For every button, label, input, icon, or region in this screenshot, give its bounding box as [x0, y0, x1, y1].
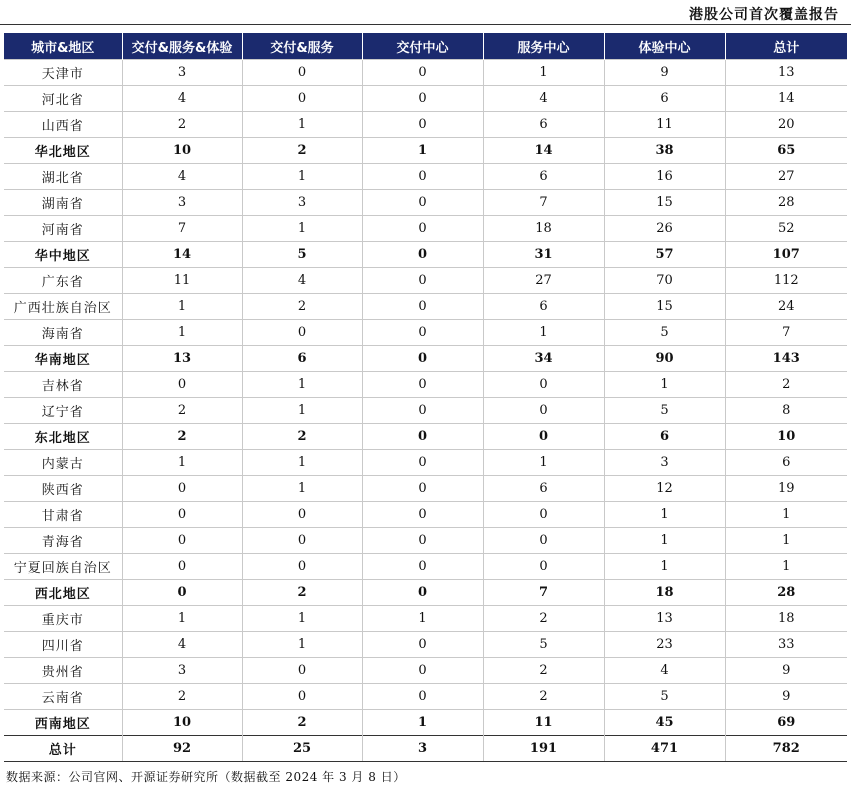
table-row	[4, 86, 847, 112]
value-cell: 13	[122, 346, 242, 372]
value-cell: 6	[242, 346, 362, 372]
grand-total-row	[4, 736, 847, 762]
value-cell: 0	[362, 424, 483, 450]
area-name-cell: 华中地区	[4, 242, 122, 268]
value-cell: 0	[122, 554, 242, 580]
value-cell: 0	[362, 476, 483, 502]
value-cell: 6	[604, 86, 725, 112]
value-cell: 13	[604, 606, 725, 632]
area-name-cell: 内蒙古	[4, 450, 122, 476]
value-cell: 1	[242, 112, 362, 138]
value-cell: 38	[604, 138, 725, 164]
value-cell: 0	[362, 372, 483, 398]
table-row	[4, 476, 847, 502]
value-cell: 3	[122, 658, 242, 684]
area-name-cell: 四川省	[4, 632, 122, 658]
value-cell: 15	[604, 294, 725, 320]
area-name-cell: 辽宁省	[4, 398, 122, 424]
report-header	[0, 0, 851, 25]
value-cell: 3	[122, 190, 242, 216]
value-cell: 0	[362, 164, 483, 190]
value-cell: 26	[604, 216, 725, 242]
value-cell: 33	[725, 632, 847, 658]
value-cell: 2	[242, 580, 362, 606]
value-cell: 0	[483, 554, 604, 580]
value-cell: 2	[122, 424, 242, 450]
table-row	[4, 216, 847, 242]
value-cell: 1	[122, 294, 242, 320]
value-cell: 2	[242, 710, 362, 736]
value-cell: 9	[725, 658, 847, 684]
value-cell: 0	[242, 86, 362, 112]
value-cell: 31	[483, 242, 604, 268]
region-subtotal-row	[4, 424, 847, 450]
value-cell: 0	[242, 320, 362, 346]
value-cell: 27	[483, 268, 604, 294]
area-name-cell: 华北地区	[4, 138, 122, 164]
value-cell: 3	[242, 190, 362, 216]
region-subtotal-row	[4, 710, 847, 736]
table-row	[4, 60, 847, 86]
value-cell: 107	[725, 242, 847, 268]
value-cell: 10	[725, 424, 847, 450]
value-cell: 0	[362, 268, 483, 294]
value-cell: 782	[725, 736, 847, 762]
value-cell: 471	[604, 736, 725, 762]
value-cell: 25	[242, 736, 362, 762]
value-cell: 0	[242, 658, 362, 684]
data-source-note: 数据来源：公司官网、开源证券研究所（数据截至 2024 年 3 月 8 日）	[6, 770, 406, 784]
value-cell: 3	[604, 450, 725, 476]
value-cell: 12	[604, 476, 725, 502]
value-cell: 0	[362, 346, 483, 372]
area-name-cell: 广东省	[4, 268, 122, 294]
value-cell: 0	[362, 580, 483, 606]
value-cell: 0	[122, 528, 242, 554]
region-subtotal-row	[4, 346, 847, 372]
table-row	[4, 164, 847, 190]
value-cell: 2	[725, 372, 847, 398]
value-cell: 6	[483, 294, 604, 320]
value-cell: 0	[362, 320, 483, 346]
value-cell: 2	[122, 398, 242, 424]
value-cell: 1	[122, 320, 242, 346]
value-cell: 6	[483, 112, 604, 138]
value-cell: 5	[604, 320, 725, 346]
value-cell: 0	[242, 684, 362, 710]
table-row	[4, 528, 847, 554]
value-cell: 0	[362, 502, 483, 528]
value-cell: 1	[242, 164, 362, 190]
value-cell: 92	[122, 736, 242, 762]
value-cell: 1	[483, 60, 604, 86]
area-name-cell: 青海省	[4, 528, 122, 554]
table-row	[4, 554, 847, 580]
value-cell: 11	[604, 112, 725, 138]
area-name-cell: 湖北省	[4, 164, 122, 190]
value-cell: 1	[725, 554, 847, 580]
value-cell: 24	[725, 294, 847, 320]
value-cell: 11	[483, 710, 604, 736]
value-cell: 5	[242, 242, 362, 268]
value-cell: 8	[725, 398, 847, 424]
value-cell: 1	[242, 632, 362, 658]
value-cell: 2	[242, 424, 362, 450]
value-cell: 18	[604, 580, 725, 606]
area-name-cell: 河北省	[4, 86, 122, 112]
table-header-row	[4, 33, 847, 60]
value-cell: 2	[122, 684, 242, 710]
value-cell: 4	[242, 268, 362, 294]
area-name-cell: 湖南省	[4, 190, 122, 216]
value-cell: 0	[483, 502, 604, 528]
value-cell: 1	[483, 450, 604, 476]
table-body	[4, 60, 847, 762]
column-header: 交付&服务	[242, 33, 362, 60]
area-name-cell: 宁夏回族自治区	[4, 554, 122, 580]
value-cell: 13	[725, 60, 847, 86]
table-row	[4, 268, 847, 294]
value-cell: 4	[483, 86, 604, 112]
column-header: 服务中心	[483, 33, 604, 60]
value-cell: 191	[483, 736, 604, 762]
area-name-cell: 甘肃省	[4, 502, 122, 528]
value-cell: 0	[362, 294, 483, 320]
report-title: 港股公司首次覆盖报告	[689, 7, 839, 23]
value-cell: 5	[483, 632, 604, 658]
value-cell: 14	[122, 242, 242, 268]
value-cell: 4	[122, 86, 242, 112]
area-name-cell: 海南省	[4, 320, 122, 346]
value-cell: 1	[122, 450, 242, 476]
value-cell: 27	[725, 164, 847, 190]
value-cell: 7	[122, 216, 242, 242]
value-cell: 2	[483, 684, 604, 710]
value-cell: 0	[362, 450, 483, 476]
value-cell: 1	[483, 320, 604, 346]
area-name-cell: 华南地区	[4, 346, 122, 372]
value-cell: 52	[725, 216, 847, 242]
value-cell: 0	[242, 528, 362, 554]
value-cell: 6	[604, 424, 725, 450]
value-cell: 70	[604, 268, 725, 294]
column-header: 交付&服务&体验	[122, 33, 242, 60]
area-name-cell: 吉林省	[4, 372, 122, 398]
area-name-cell: 广西壮族自治区	[4, 294, 122, 320]
value-cell: 2	[242, 138, 362, 164]
value-cell: 18	[725, 606, 847, 632]
value-cell: 2	[242, 294, 362, 320]
region-subtotal-row	[4, 242, 847, 268]
value-cell: 0	[362, 398, 483, 424]
value-cell: 0	[122, 476, 242, 502]
table-row	[4, 294, 847, 320]
value-cell: 0	[483, 424, 604, 450]
value-cell: 28	[725, 190, 847, 216]
value-cell: 0	[242, 60, 362, 86]
value-cell: 10	[122, 710, 242, 736]
value-cell: 0	[362, 242, 483, 268]
table-row	[4, 450, 847, 476]
value-cell: 0	[362, 190, 483, 216]
value-cell: 0	[483, 372, 604, 398]
value-cell: 0	[122, 502, 242, 528]
column-header: 体验中心	[604, 33, 725, 60]
area-name-cell: 云南省	[4, 684, 122, 710]
table-row	[4, 684, 847, 710]
value-cell: 15	[604, 190, 725, 216]
value-cell: 10	[122, 138, 242, 164]
value-cell: 0	[483, 528, 604, 554]
value-cell: 18	[483, 216, 604, 242]
value-cell: 112	[725, 268, 847, 294]
coverage-table	[4, 33, 847, 762]
table-row	[4, 372, 847, 398]
value-cell: 1	[362, 138, 483, 164]
value-cell: 1	[242, 606, 362, 632]
value-cell: 0	[242, 554, 362, 580]
value-cell: 3	[122, 60, 242, 86]
table-row	[4, 320, 847, 346]
value-cell: 14	[725, 86, 847, 112]
value-cell: 69	[725, 710, 847, 736]
area-name-cell: 贵州省	[4, 658, 122, 684]
value-cell: 0	[122, 372, 242, 398]
value-cell: 7	[483, 580, 604, 606]
table-row	[4, 112, 847, 138]
value-cell: 65	[725, 138, 847, 164]
value-cell: 0	[362, 684, 483, 710]
value-cell: 0	[362, 216, 483, 242]
table-row	[4, 502, 847, 528]
area-name-cell: 天津市	[4, 60, 122, 86]
value-cell: 5	[604, 684, 725, 710]
region-subtotal-row	[4, 138, 847, 164]
value-cell: 1	[362, 606, 483, 632]
area-name-cell: 陕西省	[4, 476, 122, 502]
value-cell: 3	[362, 736, 483, 762]
value-cell: 2	[483, 658, 604, 684]
value-cell: 0	[362, 632, 483, 658]
value-cell: 6	[483, 476, 604, 502]
value-cell: 1	[604, 554, 725, 580]
value-cell: 1	[242, 372, 362, 398]
area-name-cell: 西北地区	[4, 580, 122, 606]
region-subtotal-row	[4, 580, 847, 606]
value-cell: 1	[725, 502, 847, 528]
value-cell: 9	[604, 60, 725, 86]
value-cell: 1	[242, 216, 362, 242]
value-cell: 1	[242, 398, 362, 424]
area-name-cell: 东北地区	[4, 424, 122, 450]
value-cell: 7	[725, 320, 847, 346]
value-cell: 90	[604, 346, 725, 372]
area-name-cell: 重庆市	[4, 606, 122, 632]
value-cell: 1	[725, 528, 847, 554]
value-cell: 1	[242, 476, 362, 502]
column-header: 交付中心	[362, 33, 483, 60]
value-cell: 5	[604, 398, 725, 424]
value-cell: 0	[362, 112, 483, 138]
area-name-cell: 总计	[4, 736, 122, 762]
value-cell: 9	[725, 684, 847, 710]
value-cell: 0	[122, 580, 242, 606]
table-row	[4, 190, 847, 216]
column-header: 总计	[725, 33, 847, 60]
value-cell: 45	[604, 710, 725, 736]
value-cell: 20	[725, 112, 847, 138]
value-cell: 6	[483, 164, 604, 190]
value-cell: 1	[362, 710, 483, 736]
area-name-cell: 山西省	[4, 112, 122, 138]
value-cell: 1	[122, 606, 242, 632]
value-cell: 11	[122, 268, 242, 294]
value-cell: 57	[604, 242, 725, 268]
area-name-cell: 河南省	[4, 216, 122, 242]
value-cell: 16	[604, 164, 725, 190]
value-cell: 0	[362, 86, 483, 112]
value-cell: 19	[725, 476, 847, 502]
value-cell: 6	[725, 450, 847, 476]
table-row	[4, 632, 847, 658]
value-cell: 1	[242, 450, 362, 476]
value-cell: 34	[483, 346, 604, 372]
value-cell: 1	[604, 502, 725, 528]
value-cell: 2	[122, 112, 242, 138]
value-cell: 4	[604, 658, 725, 684]
value-cell: 2	[483, 606, 604, 632]
value-cell: 0	[362, 528, 483, 554]
value-cell: 0	[362, 60, 483, 86]
table-row	[4, 398, 847, 424]
value-cell: 0	[362, 554, 483, 580]
value-cell: 1	[604, 372, 725, 398]
value-cell: 4	[122, 632, 242, 658]
table-row	[4, 606, 847, 632]
column-header: 城市&地区	[4, 33, 122, 60]
value-cell: 0	[362, 658, 483, 684]
value-cell: 0	[242, 502, 362, 528]
value-cell: 4	[122, 164, 242, 190]
value-cell: 1	[604, 528, 725, 554]
value-cell: 0	[483, 398, 604, 424]
area-name-cell: 西南地区	[4, 710, 122, 736]
table-row	[4, 658, 847, 684]
value-cell: 28	[725, 580, 847, 606]
value-cell: 23	[604, 632, 725, 658]
value-cell: 143	[725, 346, 847, 372]
value-cell: 14	[483, 138, 604, 164]
value-cell: 7	[483, 190, 604, 216]
